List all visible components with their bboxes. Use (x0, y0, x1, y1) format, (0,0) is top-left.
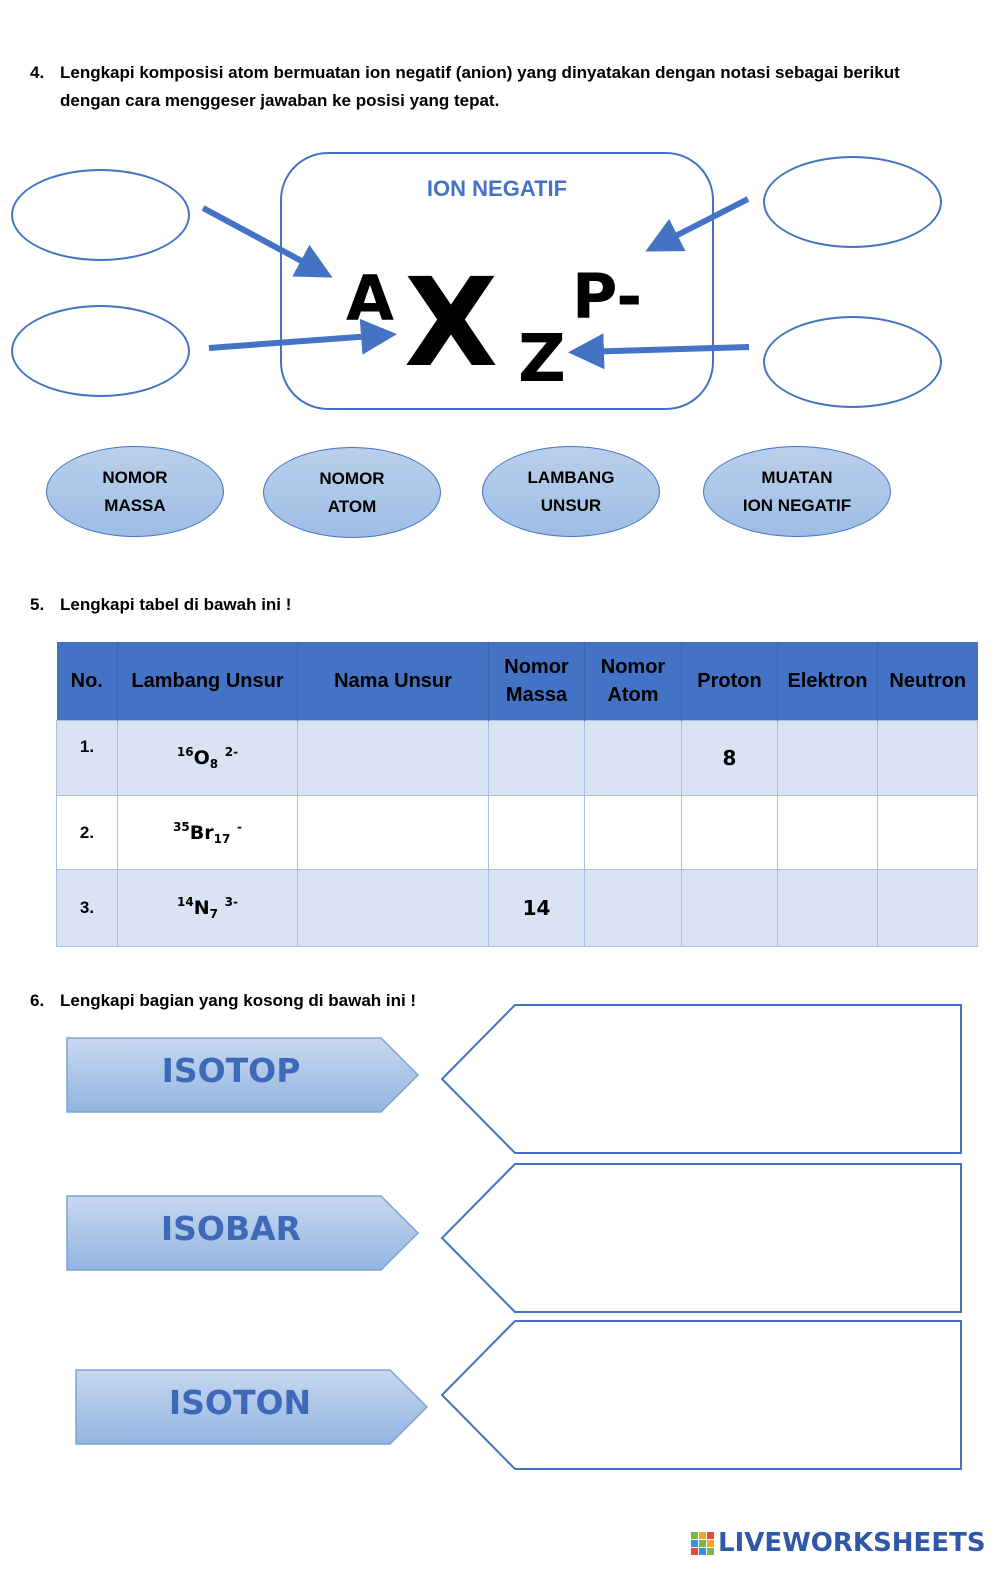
liveworksheets-logo (690, 1528, 986, 1558)
atomic-number: 17 (213, 831, 231, 846)
q5-title: Lengkapi tabel di bawah ini ! (60, 595, 292, 614)
ion-box-title: ION NEGATIF (426, 176, 568, 201)
answer-elektron[interactable] (778, 721, 878, 796)
header-line: Atom (607, 684, 659, 706)
label-isobar (66, 1195, 420, 1272)
pointer-arrows (0, 0, 1000, 420)
label-text: ISOTOP (161, 1051, 301, 1090)
option-muatan-ion-negatif[interactable] (703, 446, 891, 537)
element-symbol: O (193, 747, 210, 769)
answer-box-isoton[interactable] (440, 1319, 964, 1471)
header-nomor-massa (489, 642, 585, 721)
notation-atomic-number: Z (518, 320, 566, 397)
answer-nomor-massa[interactable] (489, 870, 585, 947)
answer-box-isobar[interactable] (440, 1162, 964, 1314)
answer-nomor-atom[interactable] (585, 870, 682, 947)
table-header-row (57, 642, 978, 721)
option-lambang-unsur[interactable] (482, 446, 660, 537)
header-no: No. (57, 642, 118, 721)
answer-neutron[interactable] (878, 870, 978, 947)
element-symbol: Br (189, 821, 214, 844)
header-elektron: Elektron (778, 642, 878, 721)
header-line: Nomor (504, 656, 569, 678)
option-label-line1: MUATAN (761, 467, 833, 487)
arrow-to-charge (656, 199, 748, 246)
option-label-line2: MASSA (104, 495, 166, 515)
ion-charge: 3- (224, 895, 238, 909)
label-text: ISOBAR (160, 1209, 302, 1248)
arrow-to-atomic-number (580, 347, 749, 352)
header-nama-unsur: Nama Unsur (298, 642, 489, 721)
option-label-line2: ION NEGATIF (742, 495, 852, 515)
option-label-line1: LAMBANG (527, 467, 615, 487)
proton-value: 8 (722, 746, 737, 770)
answer-proton[interactable] (682, 796, 778, 870)
answer-proton[interactable] (682, 870, 778, 947)
option-label-line2: UNSUR (540, 495, 602, 515)
label-isoton (75, 1369, 429, 1446)
logo-text: LIVEWORKSHEETS (718, 1528, 986, 1558)
option-label-line1: NOMOR (102, 467, 168, 487)
answer-elektron[interactable] (778, 870, 878, 947)
answer-neutron[interactable] (878, 721, 978, 796)
notation-mass-number: A (346, 262, 394, 335)
answer-proton[interactable] (682, 721, 778, 796)
row-element-notation (118, 721, 298, 796)
answer-nama-unsur[interactable] (298, 870, 489, 947)
answer-neutron[interactable] (878, 796, 978, 870)
notation-charge: P- (572, 260, 643, 333)
arrow-to-atomic-side (209, 335, 385, 348)
notation-element-symbol: X (404, 252, 499, 394)
table-row (57, 870, 978, 947)
header-proton: Proton (682, 642, 778, 721)
atomic-number: 7 (209, 907, 218, 921)
header-line: Massa (505, 684, 568, 706)
label-text: ISOTON (168, 1383, 312, 1422)
label-isotop (66, 1037, 420, 1114)
answer-nomor-massa[interactable] (489, 796, 585, 870)
row-number: 2. (57, 796, 118, 870)
answer-elektron[interactable] (778, 796, 878, 870)
header-lambang-unsur: Lambang Unsur (118, 642, 298, 721)
row-number: 1. (57, 721, 118, 796)
q6-number: 6. (30, 991, 45, 1010)
answer-nama-unsur[interactable] (298, 721, 489, 796)
ion-charge: - (236, 819, 242, 834)
row-element-notation (118, 870, 298, 947)
q6-title: Lengkapi bagian yang kosong di bawah ini ! (60, 991, 417, 1010)
row-number: 3. (57, 870, 118, 947)
option-label-line1: NOMOR (319, 468, 385, 488)
answer-nomor-atom[interactable] (585, 796, 682, 870)
ion-charge: 2- (224, 745, 239, 759)
q4-number: 4. (30, 63, 45, 82)
element-symbol: N (193, 897, 210, 919)
option-label-line2: ATOM (327, 496, 377, 516)
answer-box-isotop[interactable] (440, 1003, 964, 1155)
arrow-to-mass-number (203, 208, 322, 272)
answer-nama-unsur[interactable] (298, 796, 489, 870)
row-element-notation (118, 796, 298, 870)
logo-icon (690, 1530, 716, 1556)
mass-number: 14 (177, 895, 194, 909)
table-row (57, 796, 978, 870)
q5-number: 5. (30, 595, 45, 614)
option-nomor-atom[interactable] (263, 447, 441, 538)
header-line: Nomor (600, 656, 666, 678)
q4-text-line1: Lengkapi komposisi atom bermuatan ion negatif (anion) yang dinyatakan dengan notasi sebagai berikut (60, 63, 900, 82)
option-nomor-massa[interactable] (46, 446, 224, 537)
element-table (56, 642, 978, 947)
answer-nomor-atom[interactable] (585, 721, 682, 796)
mass-number: 35 (173, 819, 190, 834)
mass-number: 16 (176, 745, 194, 759)
answer-nomor-massa[interactable] (489, 721, 585, 796)
nomor-massa-value: 14 (522, 896, 551, 920)
header-neutron: Neutron (878, 642, 978, 721)
atomic-number: 8 (209, 757, 219, 771)
table-row (57, 721, 978, 796)
header-nomor-atom (585, 642, 682, 721)
q4-text-line2: dengan cara menggeser jawaban ke posisi yang tepat. (60, 91, 500, 110)
